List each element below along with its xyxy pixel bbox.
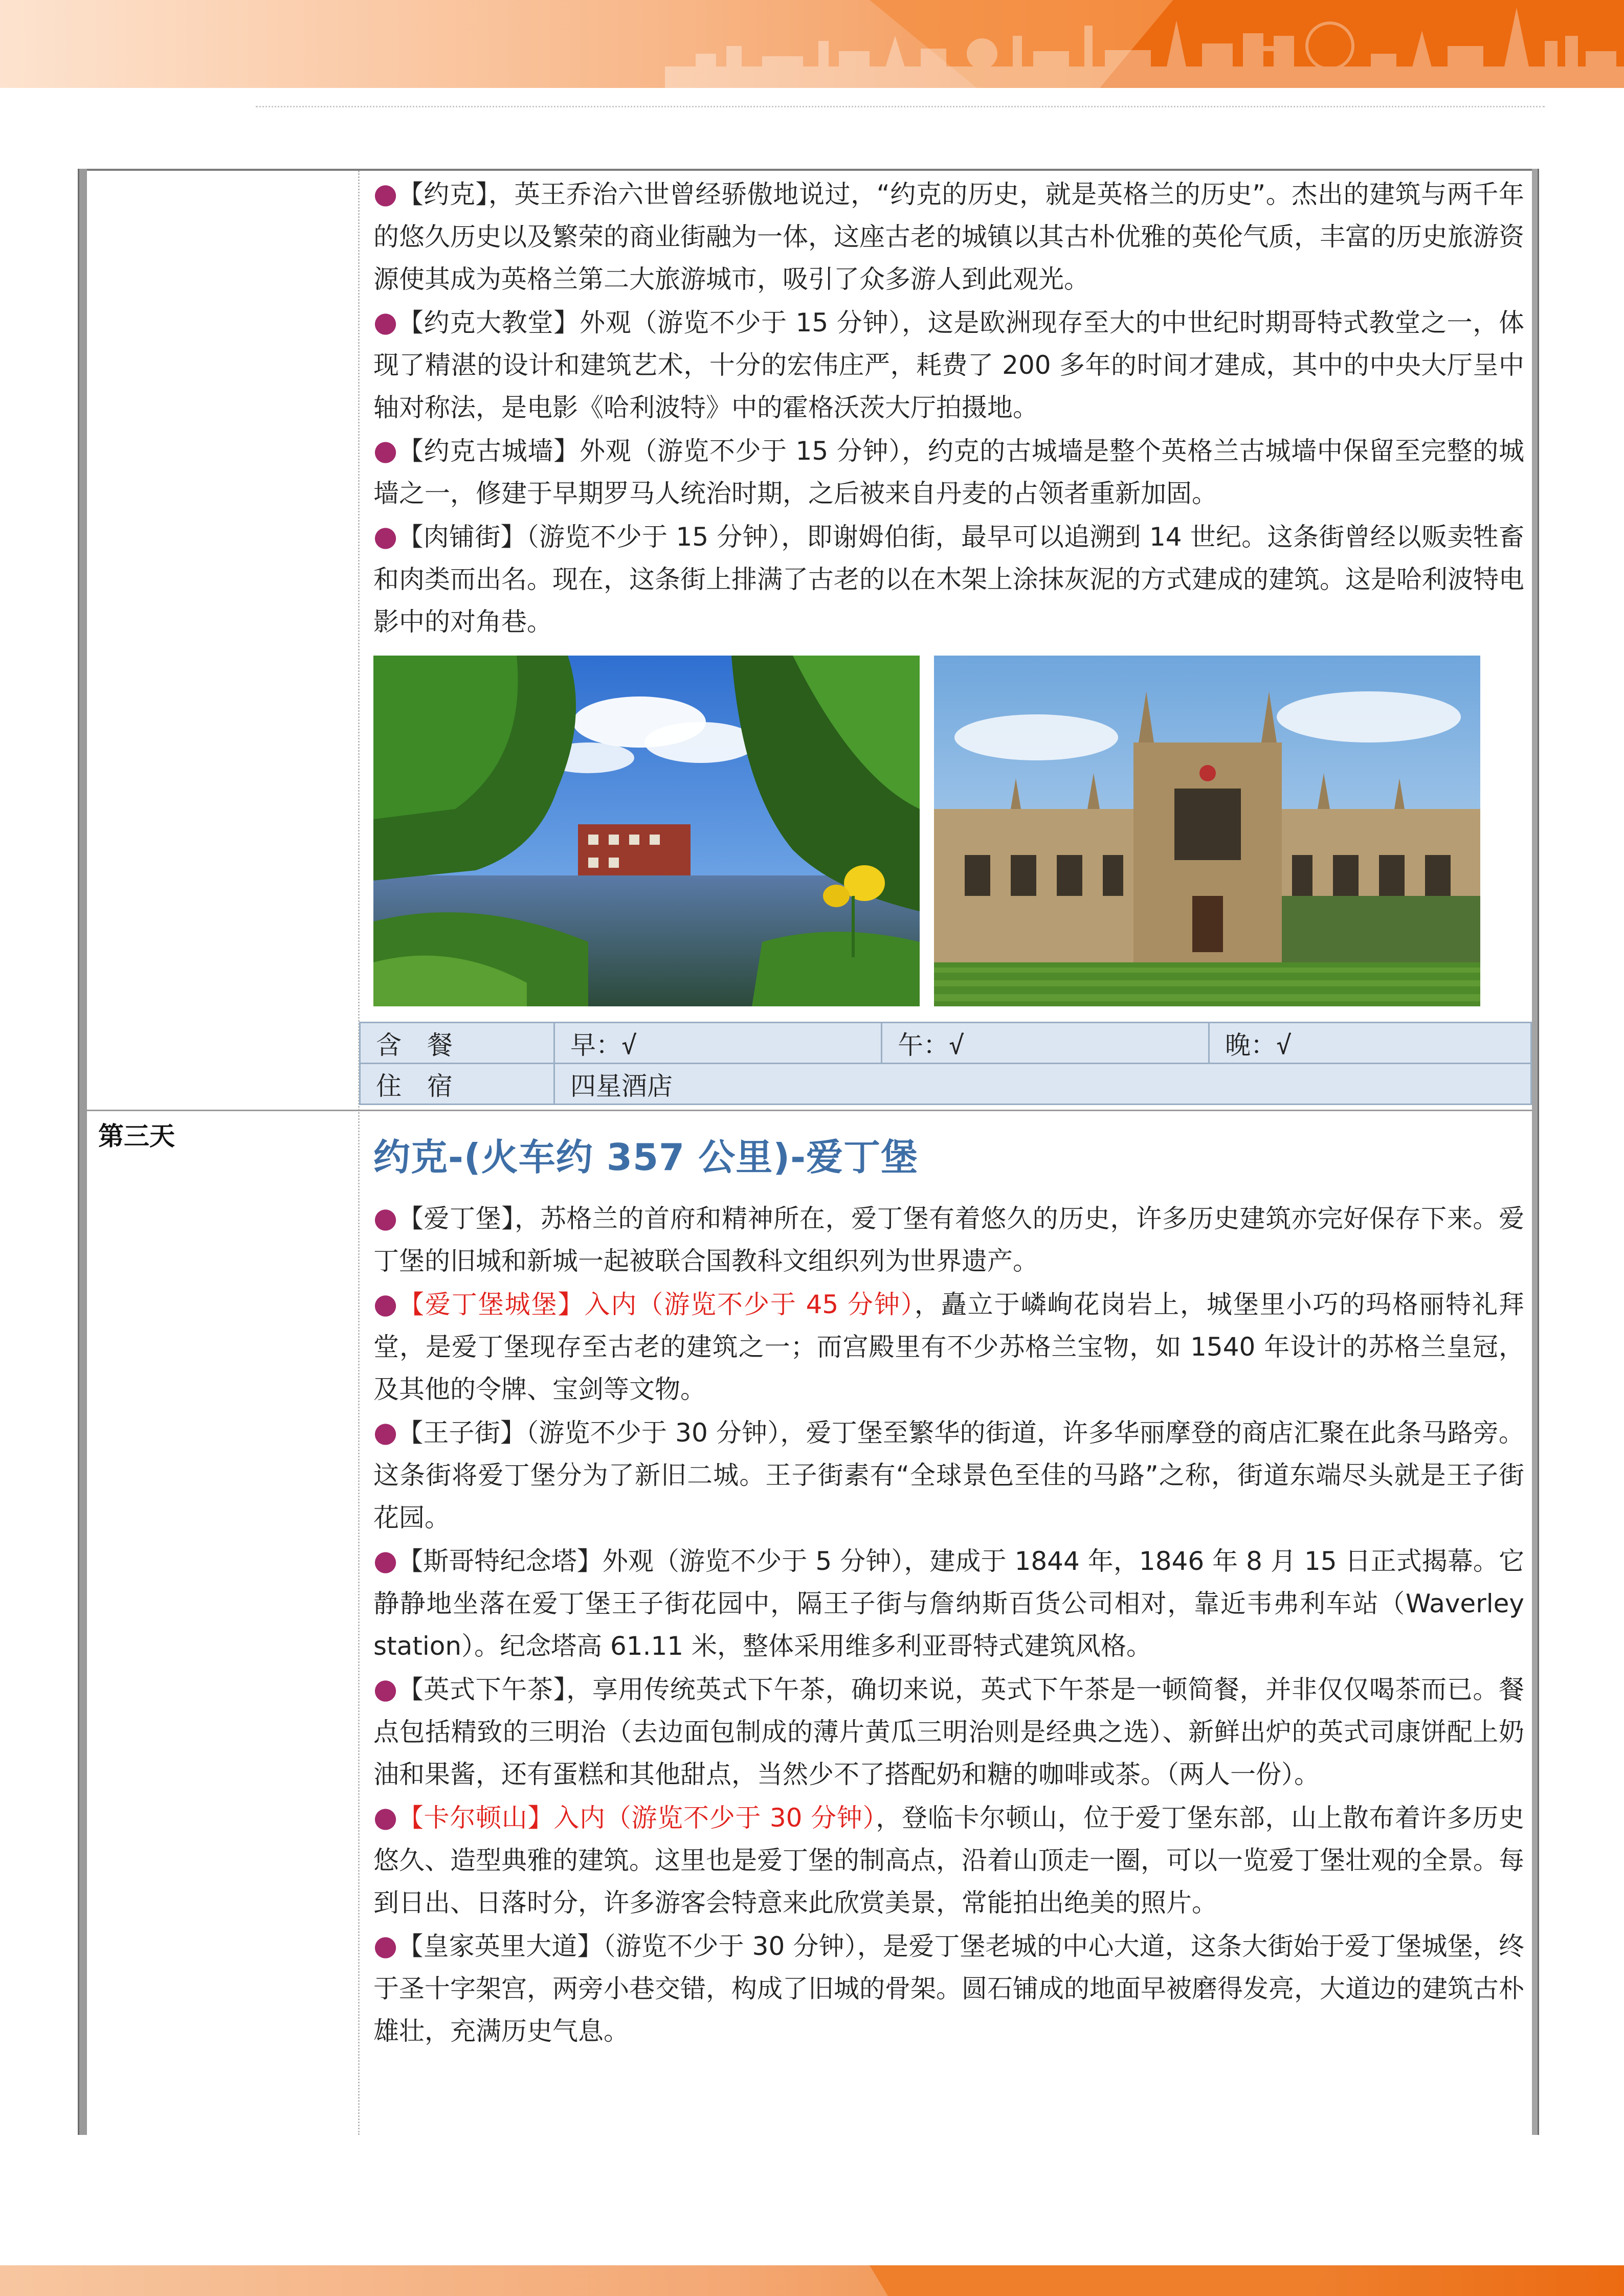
attraction-description: ，矗立于嶙峋花岗岩上，城堡里小巧的玛格丽特礼拜堂，是爱丁堡现存至古老的建筑之一；而宫殿里有不少苏格兰宝物，如 1540 年设计的苏格兰皇冠，及其他的令牌、宝剑等文物。 bbox=[373, 1290, 1525, 1404]
attraction-name: 【约克】 bbox=[397, 179, 489, 209]
attraction-paragraph bbox=[373, 1796, 1524, 1924]
attraction-paragraph bbox=[373, 1282, 1524, 1411]
attraction-paragraph bbox=[373, 429, 1524, 515]
day-route-title: 约克-(火车约 357 公里)-爱丁堡 bbox=[373, 1136, 919, 1179]
attraction-description: ，约克的古城墙是整个英格兰古城墙中保留至完整的城墙之一，修建于早期罗马人统治时期，之后被来自丹麦的占领者重新加固。 bbox=[373, 436, 1524, 508]
attraction-description: ，登临卡尔顿山，位于爱丁堡东部，山上散布着许多历史悠久、造型典雅的建筑。这里也是爱丁堡的制高点，沿着山顶走一圈，可以一览爱丁堡壮观的全景。每到日出、日落时分，许多游客会特意来此欣赏美景，常能拍出绝美的照片。 bbox=[373, 1803, 1524, 1918]
table-border-left bbox=[78, 169, 87, 2135]
attraction-name: 【斯哥特纪念塔】外观（游览不少于 5 分钟） bbox=[397, 1546, 904, 1576]
attraction-name: 【爱丁堡】 bbox=[397, 1204, 515, 1233]
lodging-value: 四星酒店 bbox=[554, 1064, 1531, 1105]
bottom-banner bbox=[0, 2265, 1624, 2296]
attraction-paragraph bbox=[373, 1539, 1524, 1668]
column-divider bbox=[358, 171, 360, 2135]
breakfast-cell: 早：√ bbox=[554, 1023, 882, 1064]
bullet-dot-icon: ● bbox=[373, 1544, 398, 1577]
meals-row bbox=[360, 1023, 1531, 1064]
bullet-dot-icon: ● bbox=[373, 1673, 398, 1705]
bullet-dot-icon: ● bbox=[373, 1416, 398, 1448]
attraction-description: ，是爱丁堡老城的中心大道，这条大街始于爱丁堡城堡，终于圣十字架宫，两旁小巷交错，构成了旧城的骨架。圆石铺成的地面早被磨得发亮，大道边的建筑古朴雄壮，充满历史气息。 bbox=[373, 1931, 1524, 2046]
lunch-cell: 午：√ bbox=[882, 1023, 1209, 1064]
attraction-paragraph bbox=[373, 1668, 1524, 1796]
attraction-name: 【英式下午茶】 bbox=[397, 1675, 567, 1704]
edinburgh-section bbox=[373, 1197, 1524, 2053]
bullet-dot-icon: ● bbox=[373, 1801, 398, 1833]
dinner-cell: 晚：√ bbox=[1209, 1023, 1531, 1064]
top-banner bbox=[0, 0, 1624, 88]
attraction-description: ，这是欧洲现存至大的中世纪时期哥特式教堂之一，体现了精湛的设计和建筑艺术，十分的宏伟庄严，耗费了 200 多年的时间才建成，其中的中央大厅呈中轴对称法，是电影《哈利波特》中的霍格沃茨大厅拍摄地。 bbox=[373, 308, 1524, 422]
garden-photo bbox=[373, 656, 920, 1006]
lodging-label: 住 宿 bbox=[360, 1064, 554, 1105]
bullet-dot-icon: ● bbox=[373, 1288, 399, 1320]
attraction-paragraph bbox=[373, 1924, 1524, 2053]
college-photo bbox=[934, 656, 1480, 1006]
attraction-description: ，建成于 1844 年，1846 年 8 月 15 日正式揭幕。它静静地坐落在爱丁堡王子街花园中，隔王子街与詹纳斯百货公司相对，靠近韦弗利车站（Waverley station）。纪念塔高 61.11 米，整体采用维多利亚哥特式建筑风格。 bbox=[373, 1546, 1524, 1661]
attraction-description: ，爱丁堡至繁华的街道，许多华丽摩登的商店汇聚在此条马路旁。这条街将爱丁堡分为了新旧二城。王子街素有“全球景色至佳的马路”之称，街道东端尽头就是王子街花园。 bbox=[373, 1418, 1524, 1533]
attraction-paragraph bbox=[373, 1197, 1524, 1282]
attraction-paragraph bbox=[373, 172, 1524, 301]
attraction-description: ，英王乔治六世曾经骄傲地说过，“约克的历史，就是英格兰的历史”。杰出的建筑与两千年的悠久历史以及繁荣的商业街融为一体，这座古老的城镇以其古朴优雅的英伦气质，丰富的历史旅游资源使其成为英格兰第二大旅游城市，吸引了众多游人到此观光。 bbox=[373, 179, 1525, 294]
skyline-decoration bbox=[665, 5, 1624, 88]
bullet-dot-icon: ● bbox=[373, 306, 398, 338]
lodging-row bbox=[360, 1064, 1531, 1105]
attraction-name-highlighted: 【卡尔顿山】入内（游览不少于 30 分钟） bbox=[397, 1803, 876, 1833]
table-border-top bbox=[78, 169, 1539, 171]
day-label: 第三天 bbox=[98, 1121, 175, 1151]
bullet-dot-icon: ● bbox=[373, 520, 398, 552]
attraction-description: ，享用传统英式下午茶，确切来说，英式下午茶是一顿简餐，并非仅仅喝茶而已。餐点包括精致的三明治（去边面包制成的薄片黄瓜三明治则是经典之选）、新鲜出炉的英式司康饼配上奶油和果酱，还有蛋糕和其他甜点，当然少不了搭配奶和糖的咖啡或茶。（两人一份）。 bbox=[373, 1675, 1525, 1789]
attraction-paragraph bbox=[373, 515, 1524, 643]
york-section bbox=[373, 172, 1524, 643]
attraction-name: 【肉铺街】（游览不少于 15 分钟） bbox=[397, 522, 782, 552]
bullet-dot-icon: ● bbox=[373, 1202, 398, 1234]
attraction-paragraph bbox=[373, 1411, 1524, 1539]
table-border-right bbox=[1532, 169, 1539, 2135]
attraction-name-highlighted: 【爱丁堡城堡】入内（游览不少于 45 分钟） bbox=[398, 1290, 915, 1319]
bullet-dot-icon: ● bbox=[373, 434, 398, 466]
attraction-name: 【约克古城墙】外观（游览不少于 15 分钟） bbox=[397, 436, 902, 466]
bullet-dot-icon: ● bbox=[373, 177, 398, 210]
attraction-name: 【约克大教堂】外观（游览不少于 15 分钟） bbox=[397, 308, 902, 337]
bullet-dot-icon: ● bbox=[373, 1929, 398, 1962]
meals-label: 含 餐 bbox=[360, 1023, 554, 1064]
meal-lodging-table bbox=[359, 1022, 1532, 1105]
attraction-description: ，苏格兰的首府和精神所在，爱丁堡有着悠久的历史，许多历史建筑亦完好保存下来。爱丁堡的旧城和新城一起被联合国教科文组织列为世界遗产。 bbox=[373, 1204, 1525, 1276]
attraction-name: 【王子街】（游览不少于 30 分钟） bbox=[397, 1418, 781, 1448]
row-divider bbox=[87, 1110, 1532, 1111]
attraction-name: 【皇家英里大道】（游览不少于 30 分钟） bbox=[397, 1931, 857, 1961]
header-divider bbox=[256, 106, 1545, 107]
attraction-paragraph bbox=[373, 301, 1524, 429]
attraction-description: ，即谢姆伯街，最早可以追溯到 14 世纪。这条街曾经以贩卖牲畜和肉类而出名。现在，这条街上排满了古老的以在木架上涂抹灰泥的方式建成的建筑。这是哈利波特电影中的对角巷。 bbox=[373, 522, 1524, 637]
banner-shape bbox=[870, 2265, 1330, 2296]
